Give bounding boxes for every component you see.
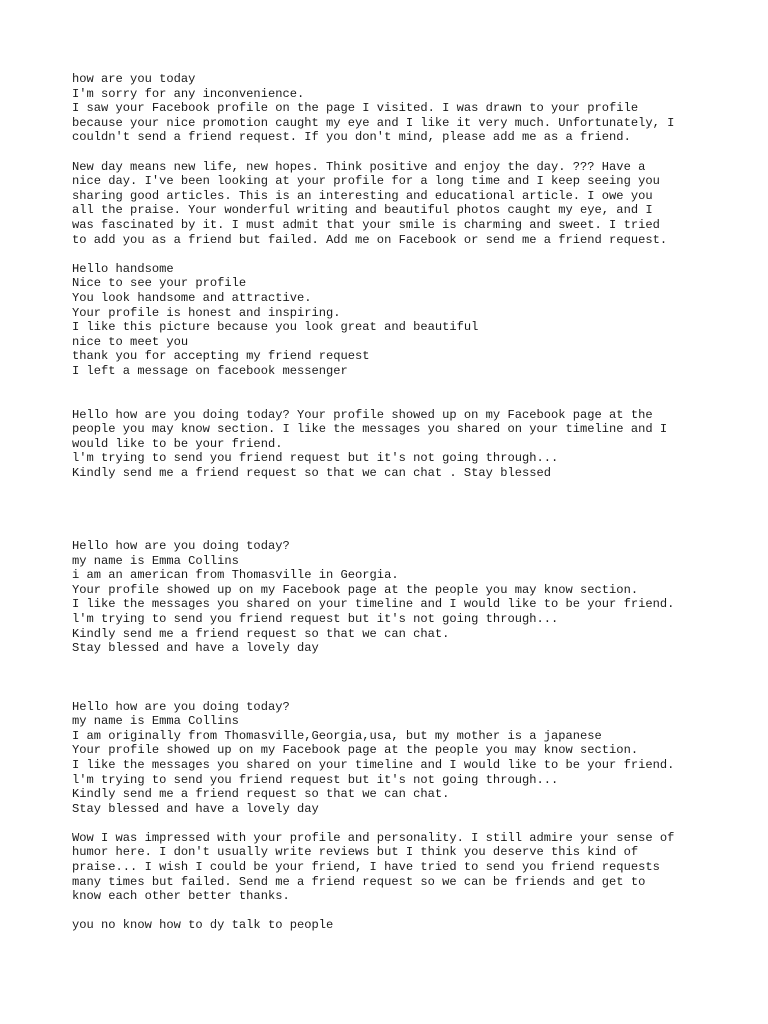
- text-line: Your profile showed up on my Facebook page at the people you may know section.: [72, 743, 639, 758]
- text-line: You look handsome and attractive.: [72, 290, 312, 305]
- text-line: thank you for accepting my friend request: [72, 349, 370, 364]
- text-line: because your nice promotion caught my eye and I like it very much. Unfortunately, I: [72, 115, 675, 130]
- text-line: sharing good articles. This is an interesting and educational article. I owe you: [72, 188, 653, 203]
- text-line: praise... I wish I could be your friend, I have tried to send you friend requests: [72, 860, 660, 875]
- blank-line: [72, 247, 732, 262]
- text-line: I like this picture because you look great and beautiful: [72, 320, 479, 335]
- text-line: my name is Emma Collins: [72, 714, 239, 729]
- text-line: nice to meet you: [72, 334, 189, 349]
- text-line: would like to be your friend.: [72, 436, 283, 451]
- text-line: all the praise. Your wonderful writing and beautiful photos caught my eye, and I: [72, 203, 653, 218]
- text-line: know each other better thanks.: [72, 889, 290, 904]
- blank-line: [72, 670, 732, 685]
- text-line: l'm trying to send you friend request but it's not going through...: [72, 772, 559, 787]
- text-line: Hello handsome: [72, 261, 174, 276]
- text-line: Nice to see your profile: [72, 276, 247, 291]
- text-line: many times but failed. Send me a friend request so we can be friends and get to: [72, 874, 646, 889]
- text-line: Kindly send me a friend request so that we can chat . Stay blessed: [72, 466, 551, 481]
- text-line: l'm trying to send you friend request but it's not going through...: [72, 451, 559, 466]
- blank-line: [72, 656, 732, 671]
- text-line: New day means new life, new hopes. Think positive and enjoy the day. ??? Have a: [72, 159, 646, 174]
- document-body: [72, 72, 732, 933]
- blank-line: [72, 145, 732, 160]
- text-line: Stay blessed and have a lovely day: [72, 801, 319, 816]
- text-line: Hello how are you doing today? Your profile showed up on my Facebook page at the: [72, 407, 653, 422]
- text-line: my name is Emma Collins: [72, 553, 239, 568]
- text-line: Stay blessed and have a lovely day: [72, 641, 319, 656]
- text-line: i am an american from Thomasville in Georgia.: [72, 568, 399, 583]
- text-line: I like the messages you shared on your timeline and I would like to be your friend.: [72, 757, 675, 772]
- blank-line: [72, 510, 732, 525]
- text-line: how are you today: [72, 72, 196, 86]
- text-line: I left a message on facebook messenger: [72, 363, 348, 378]
- text-line: was fascinated by it. I must admit that your smile is charming and sweet. I tried: [72, 217, 660, 232]
- text-line: humor here. I don't usually write reviews but I think you deserve this kind of: [72, 845, 639, 860]
- text-line: Your profile is honest and inspiring.: [72, 305, 341, 320]
- blank-line: [72, 481, 732, 496]
- text-line: I'm sorry for any inconvenience.: [72, 86, 305, 101]
- text-line: you no know how to dy talk to people: [72, 918, 334, 933]
- text-line: Hello how are you doing today?: [72, 699, 290, 714]
- text-line: Hello how are you doing today?: [72, 539, 290, 553]
- blank-line: [72, 393, 732, 408]
- text-line: l'm trying to send you friend request but it's not going through...: [72, 611, 559, 626]
- text-line: Your profile showed up on my Facebook page at the people you may know section.: [72, 582, 639, 597]
- text-line: I saw your Facebook profile on the page I visited. I was drawn to your profile: [72, 101, 639, 116]
- text-line: Wow I was impressed with your profile and personality. I still admire your sense of: [72, 830, 675, 845]
- blank-line: [72, 378, 732, 393]
- text-line: couldn't send a friend request. If you don't mind, please add me as a friend.: [72, 130, 631, 145]
- text-line: to add you as a friend but failed. Add me on Facebook or send me a friend request.: [72, 232, 668, 247]
- blank-line: [72, 816, 732, 831]
- text-line: I like the messages you shared on your timeline and I would like to be your friend.: [72, 597, 675, 612]
- text-line: nice day. I've been looking at your profile for a long time and I keep seeing you: [72, 174, 660, 189]
- blank-line: [72, 904, 732, 919]
- blank-line: [72, 685, 732, 700]
- text-line: Kindly send me a friend request so that we can chat.: [72, 626, 450, 641]
- text-line: I am originally from Thomasville,Georgia,usa, but my mother is a japanese: [72, 728, 602, 743]
- text-line: people you may know section. I like the messages you shared on your timeline and I: [72, 422, 668, 437]
- text-line: Kindly send me a friend request so that we can chat.: [72, 787, 450, 802]
- blank-line: [72, 524, 732, 539]
- blank-line: [72, 495, 732, 510]
